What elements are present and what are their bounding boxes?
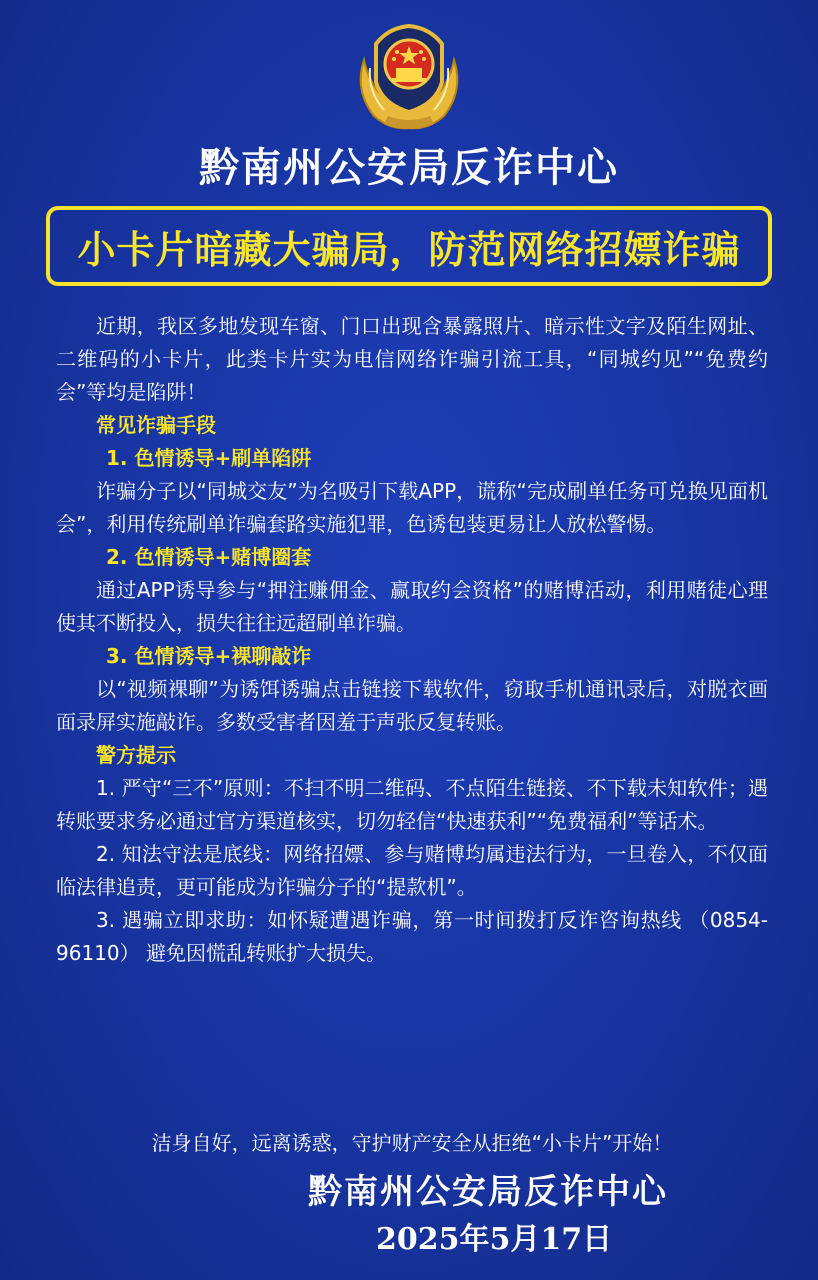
method-text: 通过APP诱导参与“押注赚佣金、赢取约会资格”的赌博活动，利用赌徒心理使其不断投入，损失往往远超刷单诈骗。	[56, 578, 768, 635]
footer-organization: 黔南州公安局反诈中心	[308, 1172, 668, 1212]
tip-item: 1. 严守“三不”原则：不扫不明二维码、不点陌生链接、不下载未知软件；遇转账要求务必通过官方渠道核实，切勿轻信“快速获利”“免费福利”等话术。	[56, 776, 768, 833]
tip-item: 2. 知法守法是底线：网络招嫖、参与赌博均属违法行为，一旦卷入，不仅面临法律追责，更可能成为诈骗分子的“提款机”。	[56, 842, 768, 899]
police-emblem-icon	[350, 20, 468, 132]
method-text: 诈骗分子以“同城交友”为名吸引下载APP，谎称“完成刷单任务可兑换见面机会”，利用传统刷单诈骗套路实施犯罪，色诱包装更易让人放松警惕。	[56, 479, 768, 536]
intro-paragraph: 近期，我区多地发现车窗、门口出现含暴露照片、暗示性文字及陌生网址、二维码的小卡片，此类卡片实为电信网络诈骗引流工具，“同城约见”“免费约会”等均是陷阱！	[56, 314, 768, 404]
tip-item: 3. 遇骗立即求助：如怀疑遭遇诈骗，第一时间拨打反诈咨询热线 （0854-96110） 避免因慌乱转账扩大损失。	[56, 908, 768, 965]
page-title: 小卡片暗藏大骗局，防范网络招嫖诈骗	[77, 227, 741, 272]
method-title: 1. 色情诱导+刷单陷阱	[106, 446, 312, 470]
closing-slogan: 洁身自好，远离诱惑，守护财产安全从拒绝“小卡片”开始！	[151, 1131, 673, 1155]
notice-body	[56, 310, 768, 970]
tips-heading: 警方提示	[96, 743, 176, 767]
page-header-organization: 黔南州公安局反诈中心	[199, 145, 619, 191]
method-text: 以“视频裸聊”为诱饵诱骗点击链接下载软件，窃取手机通讯录后，对脱衣画面录屏实施敲诈。多数受害者因羞于声张反复转账。	[56, 677, 768, 734]
footer-date: 2025年5月17日	[376, 1222, 613, 1257]
method-title: 2. 色情诱导+赌博圈套	[106, 545, 312, 569]
title-banner	[46, 206, 772, 286]
method-title: 3. 色情诱导+裸聊敲诈	[106, 644, 312, 668]
methods-heading: 常见诈骗手段	[96, 413, 216, 437]
